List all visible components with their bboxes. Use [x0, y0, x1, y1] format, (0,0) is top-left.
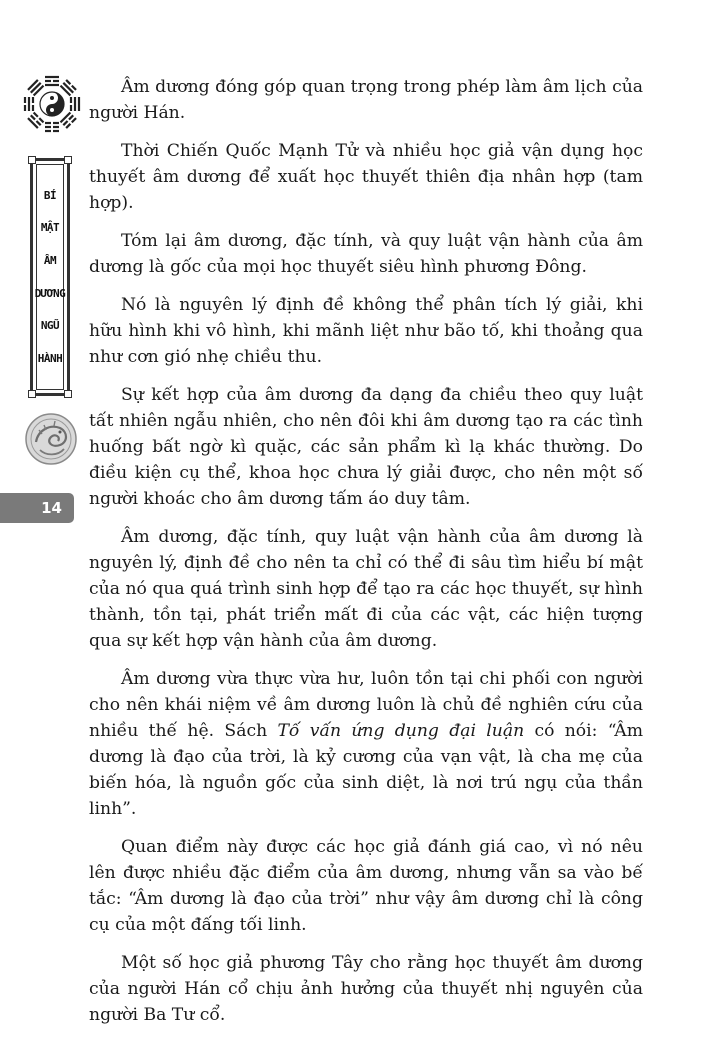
spine-word: DƯƠNG — [34, 286, 66, 300]
spine-words — [36, 164, 64, 390]
spine-word: BÍ — [43, 188, 57, 202]
paragraph: Nó là nguyên lý định đề không thể phân tích lý giải, khi hữu hình khi vô hình, khi mãnh liệt như bão tố, khi thoảng qua như cơn gió nhẹ chiều thu. — [89, 295, 643, 367]
spine-corner-ornament — [28, 390, 36, 398]
book-title-spine — [30, 158, 70, 396]
paragraph: Tóm lại âm dương, đặc tính, và quy luật vận hành của âm dương là gốc của mọi học thuyết siêu hình phương Đông. — [89, 231, 643, 277]
spine-corner-ornament — [64, 390, 72, 398]
page-number-tab — [0, 493, 74, 523]
spine-word: NGŨ — [40, 319, 60, 333]
spine-word: HÀNH — [37, 352, 63, 366]
spine-word: ÂM — [43, 254, 57, 268]
paragraph: Thời Chiến Quốc Mạnh Tử và nhiều học giả vận dụng học thuyết âm dương để xuất học thuyết thiên địa nhân hợp (tam hợp). — [89, 141, 643, 213]
spine-corner-ornament — [28, 156, 36, 164]
body-text — [89, 74, 643, 1040]
bagua-yin-yang-icon — [20, 72, 84, 136]
dragon-medallion-icon — [24, 412, 78, 466]
cited-book-title: Tố vấn ứng dụng đại luận — [277, 721, 525, 741]
paragraph: Âm dương, đặc tính, quy luật vận hành của âm dương là nguyên lý, định đề cho nên ta chỉ có thể đi sâu tìm hiểu bí mật của nó qua quá trình sinh hợp để tạo ra các học thuyết, sự hình thành, tồn tại, phát triển mất đi của các vật, các hiện tượng qua sự kết hợp vận hành của âm dương. — [89, 527, 643, 651]
paragraph-text: có nói: “Âm dương là đạo của trời, là kỷ cương của vạn vật, là cha mẹ của biến hóa, là nguồn gốc của sinh diệt, là nơi trú ngụ của thần linh”. — [89, 721, 644, 819]
paragraph: Một số học giả phương Tây cho rằng học thuyết âm dương của người Hán cổ chịu ảnh hưởng của thuyết nhị nguyên của người Ba Tư cổ. — [89, 953, 643, 1025]
spine-corner-ornament — [64, 156, 72, 164]
paragraph: Âm dương đóng góp quan trọng trong phép làm âm lịch của người Hán. — [89, 77, 644, 123]
page-number: 14 — [41, 499, 62, 517]
spine-word: MẬT — [40, 221, 60, 235]
paragraph: Quan điểm này được các học giả đánh giá cao, vì nó nêu lên được nhiều đặc điểm của âm dương, nhưng vẫn sa vào bế tắc: “Âm dương là đạo của trời” như vậy âm dương chỉ là công cụ của một đấng tối linh. — [89, 837, 643, 935]
paragraph: Sự kết hợp của âm dương đa dạng đa chiều theo quy luật tất nhiên ngẫu nhiên, cho nên đôi khi âm dương tạo ra các tình huống bất ngờ kì quặc, các sản phẩm kì lạ khác thường. Do điều kiện cụ thể, khoa học chưa lý giải được, cho nên một số người khoác cho âm dương tấm áo duy tâm. — [89, 385, 643, 509]
paragraph-text: Âm dương vừa thực vừa hư, luôn tồn tại chi phối con người cho nên khái niệm về âm dương luôn là chủ đề nghiên cứu của nhiều thế hệ. Sách — [89, 669, 643, 741]
paragraph-with-citation — [89, 666, 643, 822]
